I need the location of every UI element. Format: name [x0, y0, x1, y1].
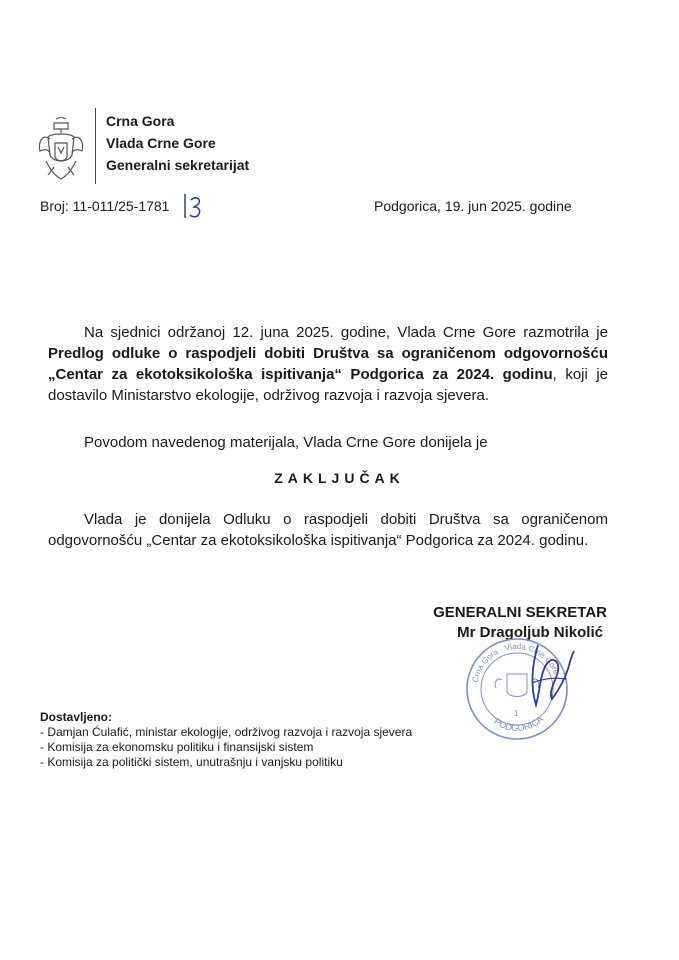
distribution-list — [40, 725, 412, 770]
handwritten-signature — [520, 625, 580, 715]
list-item: - Komisija za politički sistem, unutrašnju i vanjsku politiku — [40, 755, 343, 769]
place-and-date: Podgorica, 19. jun 2025. godine — [374, 198, 572, 214]
decision-heading: ZAKLJUČAK — [274, 470, 405, 486]
signatory-title: GENERALNI SEKRETAR — [433, 604, 607, 621]
header-government: Vlada Crne Gore — [106, 135, 216, 151]
paragraph-intro — [48, 322, 608, 406]
stamp-number: 1 — [514, 709, 519, 718]
handwritten-suffix — [183, 190, 205, 222]
paragraph-intro-end: , koji je dostavilo Ministarstvo ekologije, održivog razvoja i razvoja sjevera. — [48, 366, 609, 404]
proposal-title: Predlog odluke o raspodjeli dobiti Društva sa ograničenom odgovornošću „Centar za ekotoksikološka ispitivanja“ Podgorica za 2024. godinu — [48, 345, 608, 383]
document-number: Broj: 11-011/25-1781 — [40, 198, 170, 214]
signatory-name: Mr Dragoljub Nikolić — [457, 624, 603, 641]
stamp-top-text: Crna Gora · Vlada Crne Gore — [470, 641, 561, 684]
paragraph-decision: Vlada je donijela Odluku o raspodjeli dobiti Društva sa ograničenom odgovornošću „Centar za ekotoksikološka ispitivanja“ Podgorica za 2024. godinu. — [48, 511, 608, 549]
paragraph-adopted: Povodom navedenog materijala, Vlada Crne Gore donijela je — [84, 434, 488, 451]
header-secretariat: Generalni sekretarijat — [106, 157, 250, 173]
header-divider — [95, 108, 96, 184]
paragraph-intro-start: Na sjednici održanoj 12. juna 2025. godine, Vlada Crne Gore razmotrila je — [84, 324, 608, 341]
header-country: Crna Gora — [106, 113, 175, 129]
list-item: - Komisija za ekonomsku politiku i finansijski sistem — [40, 740, 314, 754]
distribution-title: Dostavljeno: — [40, 710, 113, 724]
stamp-bottom-text: PODGORICA — [492, 713, 545, 734]
coat-of-arms-icon — [36, 117, 86, 181]
list-item: - Damjan Ćulafić, ministar ekologije, održivog razvoja i razvoja sjevera — [40, 725, 413, 739]
